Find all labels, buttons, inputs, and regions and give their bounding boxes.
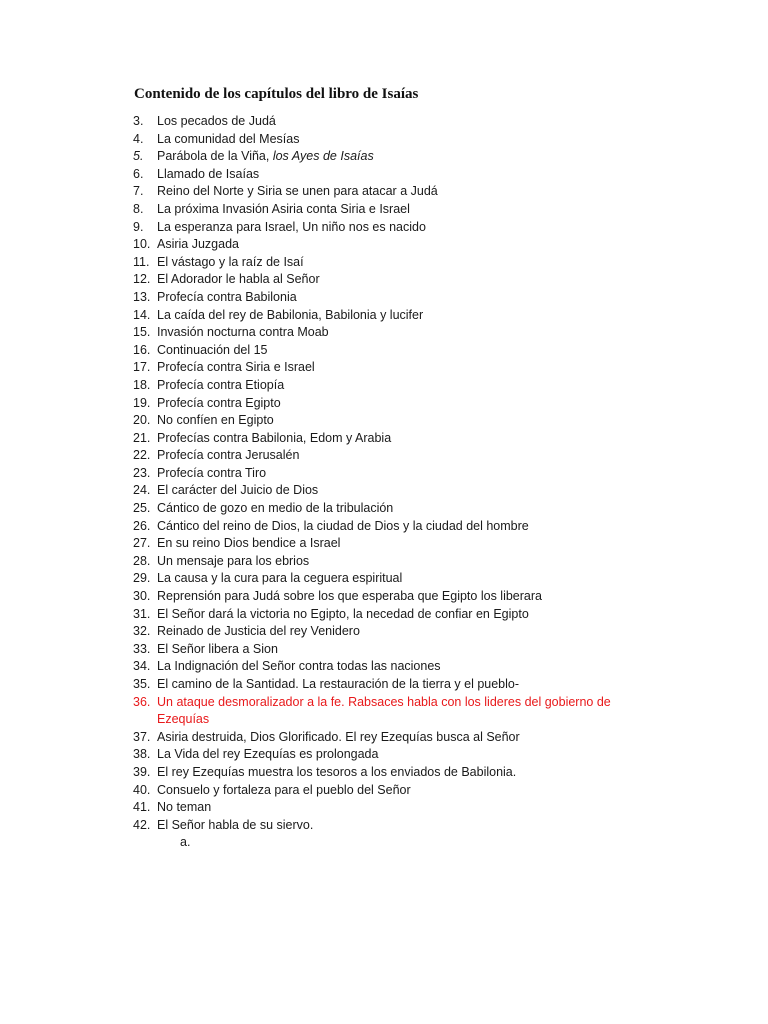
chapter-number: 13. — [133, 289, 151, 304]
chapter-number: 42. — [133, 817, 151, 832]
chapter-title: El camino de la Santidad. La restauración de la tierra y el pueblo- — [157, 677, 520, 691]
chapter-title: El rey Ezequías muestra los tesoros a los enviados de Babilonia. — [157, 764, 517, 779]
chapter-item — [0, 219, 768, 237]
chapter-number: 24. — [133, 483, 151, 498]
chapter-item — [0, 395, 768, 413]
chapter-title: Los pecados de Judá — [157, 114, 276, 128]
chapter-number: 34. — [133, 659, 151, 674]
chapter-item — [0, 535, 768, 553]
chapter-number: 39. — [133, 764, 151, 779]
chapter-item — [0, 764, 768, 782]
chapter-number: 25. — [133, 501, 151, 516]
chapter-title: No teman — [157, 800, 212, 815]
chapter-item — [0, 289, 768, 307]
chapter-number: 5. — [133, 149, 144, 164]
chapter-number: 38. — [133, 747, 151, 762]
chapter-number: 40. — [133, 782, 151, 797]
chapter-item — [0, 430, 768, 448]
chapter-number: 18. — [133, 377, 151, 392]
chapter-item — [0, 324, 768, 342]
chapter-title-italic: los Ayes de Isaías — [272, 149, 374, 164]
chapter-title: El vástago y la raíz de Isaí — [157, 254, 304, 269]
chapter-title: Reprensión para Judá sobre los que esperaba que Egipto los liberara — [157, 589, 542, 604]
chapter-title: Profecía contra Etiopía — [157, 377, 285, 392]
chapter-title: Invasión nocturna contra Moab — [157, 325, 329, 340]
chapter-title: No confíen en Egipto — [157, 413, 274, 428]
chapter-number: 37. — [133, 729, 151, 744]
chapter-title: La caída del rey de Babilonia, Babilonia y lucifer — [157, 307, 424, 322]
chapter-title: Asiria destruida, Dios Glorificado. El rey Ezequías busca al Señor — [157, 729, 520, 744]
chapter-number: 7. — [133, 184, 144, 199]
chapter-title: Profecía contra Tiro — [157, 465, 267, 480]
chapter-title: El Señor dará la victoria no Egipto, la necedad de confiar en Egipto — [157, 606, 529, 621]
chapter-item-highlighted — [0, 694, 768, 729]
chapter-title: Reinado de Justicia del rey Venidero — [157, 624, 360, 639]
chapter-title: Profecía contra Egipto — [157, 395, 281, 410]
chapter-item — [0, 377, 768, 395]
chapter-item — [0, 359, 768, 377]
chapter-item — [0, 236, 768, 254]
chapter-title: El carácter del Juicio de Dios — [157, 483, 319, 498]
chapter-item — [0, 782, 768, 800]
chapter-number: 4. — [133, 131, 144, 146]
chapter-number: 36. — [133, 694, 151, 709]
chapter-title: Consuelo y fortaleza para el pueblo del Señor — [157, 782, 411, 797]
chapter-item — [0, 342, 768, 360]
chapter-number: 21. — [133, 430, 151, 445]
chapter-title: Reino del Norte y Siria se unen para atacar a Judá — [157, 184, 438, 199]
chapter-title: La próxima Invasión Asiria conta Siria e Israel — [157, 201, 410, 216]
chapter-item — [0, 676, 768, 694]
chapter-number: 15. — [133, 325, 151, 340]
chapter-title: Continuación del 15 — [157, 342, 268, 357]
document-title: Contenido de los capítulos del libro de Isaías — [134, 86, 419, 102]
chapter-number: 30. — [133, 589, 151, 604]
chapter-number: 32. — [133, 624, 151, 639]
chapter-item — [0, 447, 768, 465]
chapter-item — [0, 131, 768, 149]
chapter-item — [0, 799, 768, 817]
chapter-title: La Vida del rey Ezequías es prolongada — [157, 747, 379, 762]
chapter-number: 41. — [133, 800, 151, 815]
chapter-number: 14. — [133, 307, 151, 322]
chapter-title: Profecía contra Babilonia — [157, 289, 297, 304]
chapter-item — [0, 465, 768, 483]
chapter-title: La esperanza para Israel, Un niño nos es nacido — [157, 219, 426, 234]
chapter-item — [0, 183, 768, 201]
chapter-item — [0, 166, 768, 184]
chapter-item — [0, 518, 768, 536]
chapter-number: 10. — [133, 237, 151, 252]
chapter-title: Un mensaje para los ebrios — [157, 553, 310, 568]
chapter-title: Profecías contra Babilonia, Edom y Arabia — [157, 430, 392, 445]
chapter-number: 29. — [133, 571, 151, 586]
chapter-number: 8. — [133, 201, 144, 216]
chapter-item — [0, 588, 768, 606]
chapter-number: 22. — [133, 448, 151, 463]
chapter-title: El Señor libera a Sion — [157, 641, 278, 656]
sub-item-label: a. — [180, 835, 191, 850]
chapter-item — [0, 817, 768, 835]
chapter-item — [0, 271, 768, 289]
chapter-title: La Indignación del Señor contra todas las naciones — [157, 659, 441, 674]
chapter-item — [0, 201, 768, 219]
chapter-title: En su reino Dios bendice a Israel — [157, 536, 341, 551]
sub-list-item — [0, 834, 768, 852]
chapter-item — [0, 746, 768, 764]
chapter-number: 6. — [133, 166, 144, 181]
chapter-item — [0, 606, 768, 624]
chapter-title: Profecía contra Jerusalén — [157, 448, 300, 463]
chapter-number: 16. — [133, 342, 151, 357]
chapter-number: 28. — [133, 553, 151, 568]
chapter-title: El Adorador le habla al Señor — [157, 272, 320, 287]
chapter-title: Un ataque desmoralizador a la fe. Rabsaces habla con los lideres del gobierno de Ezequías — [157, 694, 611, 727]
chapter-item — [0, 623, 768, 641]
chapter-list — [0, 113, 768, 852]
chapter-number: 17. — [133, 360, 151, 375]
chapter-item — [0, 570, 768, 588]
chapter-item — [0, 658, 768, 676]
chapter-number: 12. — [133, 272, 151, 287]
chapter-title: El Señor habla de su siervo. — [157, 817, 314, 832]
chapter-item — [0, 412, 768, 430]
chapter-number: 9. — [133, 219, 144, 234]
chapter-item — [0, 729, 768, 747]
chapter-number: 11. — [133, 254, 150, 269]
chapter-item — [0, 641, 768, 659]
chapter-number: 35. — [133, 677, 151, 691]
chapter-item — [0, 254, 768, 272]
chapter-number: 26. — [133, 518, 151, 533]
chapter-number: 3. — [133, 114, 144, 128]
chapter-number: 20. — [133, 413, 151, 428]
chapter-item — [0, 553, 768, 571]
chapter-item — [0, 113, 768, 131]
chapter-number: 31. — [133, 606, 151, 621]
chapter-item — [0, 482, 768, 500]
chapter-title: Llamado de Isaías — [157, 166, 260, 181]
chapter-number: 23. — [133, 465, 151, 480]
chapter-number: 27. — [133, 536, 151, 551]
chapter-number: 19. — [133, 395, 151, 410]
chapter-item — [0, 500, 768, 518]
chapter-title: Cántico del reino de Dios, la ciudad de Dios y la ciudad del hombre — [157, 518, 529, 533]
chapter-title-regular: Parábola de la Viña, — [157, 149, 273, 164]
chapter-title: Profecía contra Siria e Israel — [157, 360, 315, 375]
chapter-title: Cántico de gozo en medio de la tribulación — [157, 501, 394, 516]
chapter-number: 33. — [133, 641, 151, 656]
chapter-item — [0, 148, 768, 166]
chapter-title: La comunidad del Mesías — [157, 131, 300, 146]
chapter-title: Asiria Juzgada — [157, 237, 239, 252]
chapter-title: La causa y la cura para la ceguera espiritual — [157, 571, 403, 586]
chapter-item — [0, 307, 768, 325]
chapter-title — [157, 148, 627, 166]
